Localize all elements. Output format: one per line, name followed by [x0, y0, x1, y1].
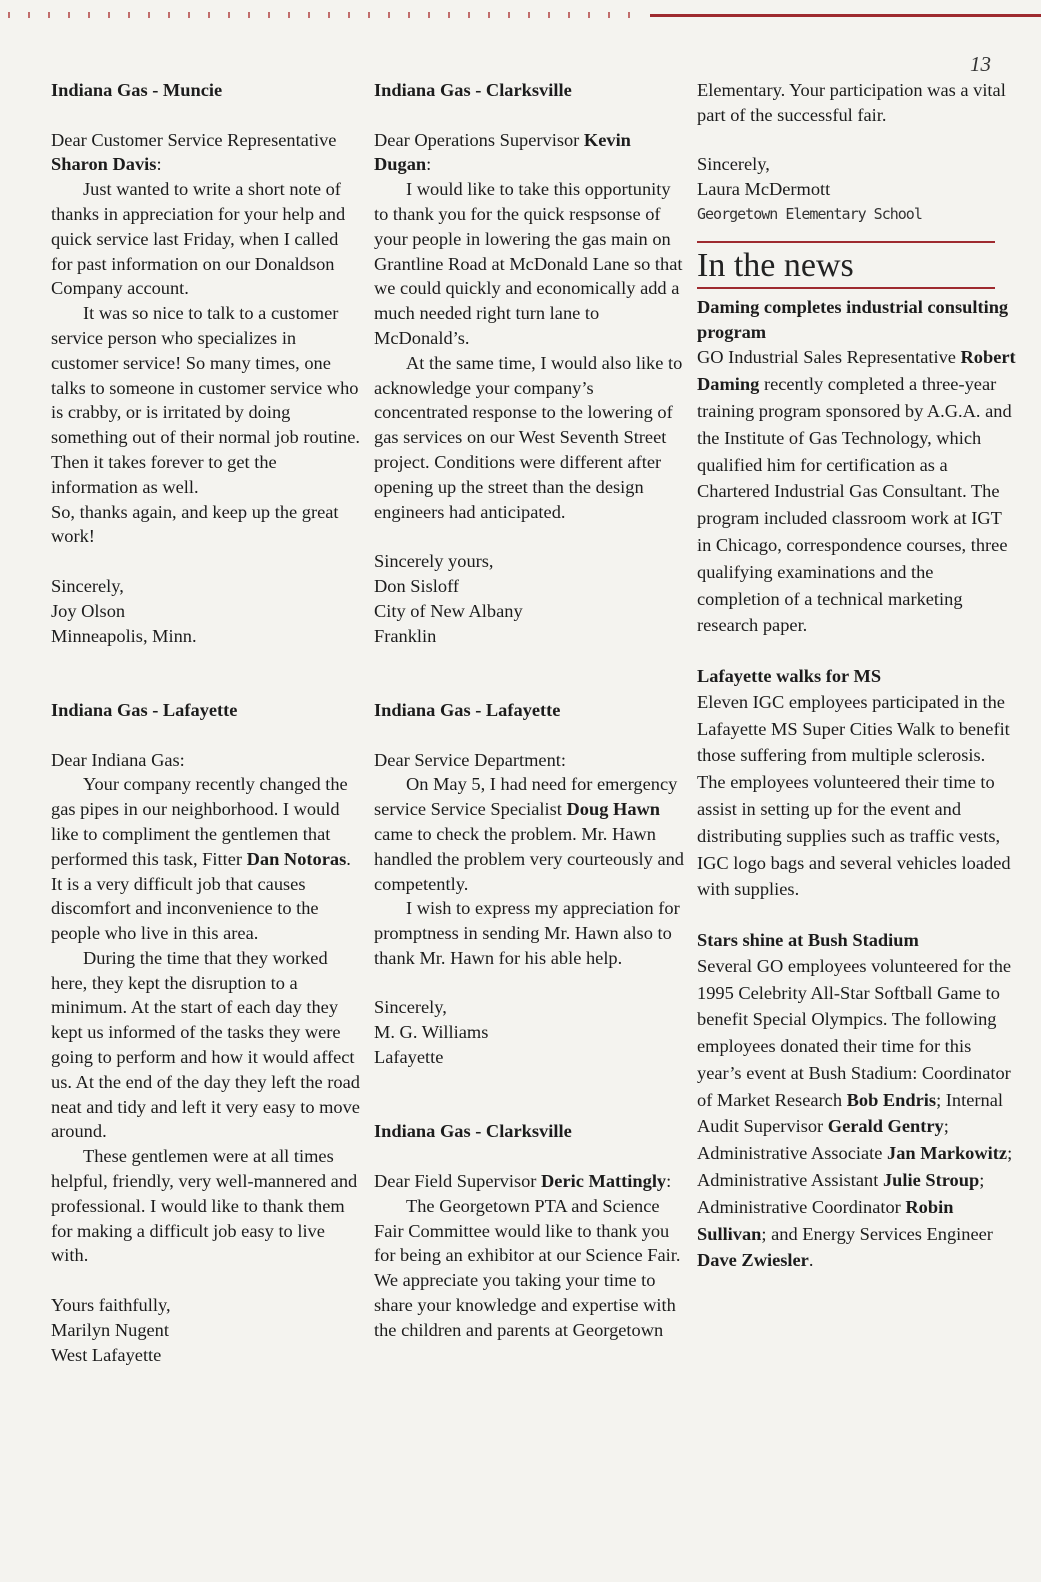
salutation-name: Kevin Dugan: [374, 129, 631, 175]
letter-closing: Sincerely yours,: [374, 551, 494, 572]
letter-heading: Indiana Gas - Clarksville: [374, 1121, 572, 1142]
letter-closing: Sincerely,: [51, 575, 124, 596]
letter-signer: Marilyn Nugent: [51, 1319, 169, 1340]
news-text: ; Administrative Assistant: [697, 1143, 1013, 1191]
salutation-colon: :: [426, 154, 432, 175]
salutation-name: Deric Mattingly: [541, 1171, 667, 1192]
salutation-name: Sharon Davis: [51, 154, 157, 175]
paragraph-text: On May 5, I had need for emergency service Service Specialist: [374, 774, 678, 820]
paragraph-text: Your company recently changed the gas pipes in our neighborhood. I would like to compliment the gentlemen that performed this task, Fitter: [51, 774, 348, 869]
column-1: [51, 78, 361, 1367]
news-text: GO Industrial Sales Representative: [697, 347, 961, 368]
column-3: [697, 78, 1017, 1274]
news-text: ; Administrative Coordinator: [697, 1170, 985, 1217]
letter-paragraph: So, thanks again, and keep up the great work!: [51, 501, 339, 547]
employee-name: Robert Daming: [697, 347, 1016, 395]
news-text: ; Administrative Associate: [697, 1116, 949, 1164]
letter-location: West Lafayette: [51, 1344, 162, 1365]
letter-location: Lafayette: [374, 1047, 444, 1068]
employee-name: Gerald Gentry: [827, 1116, 944, 1137]
letter-lafayette-2: [374, 698, 684, 1070]
employee-name: Doug Hawn: [566, 799, 661, 820]
letter-signer: M. G. Williams: [374, 1022, 489, 1043]
letter-location: Minneapolis, Minn.: [51, 625, 197, 646]
paragraph-text: . It is a very difficult job that causes discomfort and inconvenience to the people who live in this area.: [51, 848, 351, 944]
letter-signer: Laura McDermott: [697, 179, 831, 200]
employee-name: Dan Notoras: [246, 848, 347, 869]
letter-clarksville-2: [374, 1119, 684, 1342]
top-red-rule: [650, 14, 1041, 17]
letter-paragraph-continued: Elementary. Your participation was a vital part of the successful fair.: [697, 80, 1006, 125]
letter-paragraph: At the same time, I would also like to acknowledge your company’s concentrated response to the lowering of gas services on our West Seventh Street project. Conditions were different after opening up the street than the design engineers had anticipated.: [374, 352, 683, 522]
paragraph-text: came to check the problem. Mr. Hawn handled the problem very courteously and competently.: [374, 823, 684, 894]
salutation-colon: :: [666, 1171, 672, 1192]
letter-lafayette-1: [51, 698, 361, 1368]
letter-school: Georgetown Elementary School: [697, 204, 922, 223]
news-section-title: In the news: [697, 246, 854, 284]
letter-paragraph: These gentlemen were at all times helpful, friendly, very well-mannered and professional. I would like to thank them for making a difficult job easy to live with.: [51, 1146, 358, 1266]
news-text: .: [808, 1250, 814, 1271]
news-story-ms-walk: [697, 664, 1017, 903]
letter-paragraph: I wish to express my appreciation for promptness in sending Mr. Hawn also to thank Mr. Hawn for his able help.: [374, 898, 680, 968]
letter-paragraph: [51, 772, 361, 946]
salutation-text: Dear Field Supervisor: [374, 1171, 542, 1192]
salutation-text: Dear Operations Supervisor: [374, 129, 584, 150]
letter-clarksville-1: [374, 78, 684, 648]
letter-paragraph: I would like to take this opportunity to thank you for the quick respsonse of your people in lowering the gas main on Grantline Road at McDonald Lane so that we could quickly and economically add a much needed right turn lane to McDonald’s.: [374, 179, 683, 348]
news-text: ; Internal Audit Supervisor: [697, 1089, 1003, 1137]
letter-heading: Indiana Gas - Clarksville: [374, 80, 572, 100]
letter-paragraph: The Georgetown PTA and Science Fair Committee would like to thank you for being an exhibitor at our Science Fair. We appreciate you taking your time to share your knowledge and expertise with the children and parents at Georgetown: [374, 1195, 681, 1340]
top-tick-border: [8, 12, 648, 18]
news-headline: Stars shine at Bush Stadium: [697, 929, 919, 950]
letter-heading: Indiana Gas - Lafayette: [374, 699, 561, 720]
letter-salutation: [374, 128, 684, 178]
column-2: [374, 78, 684, 1343]
letter-heading: Indiana Gas - Lafayette: [51, 699, 238, 720]
letter-salutation: [374, 1169, 684, 1194]
news-rule-top: [697, 241, 995, 243]
news-story-daming: [697, 295, 1017, 639]
employee-name: Bob Endris: [846, 1089, 937, 1110]
salutation-text: Dear Customer Service Representative: [51, 129, 337, 150]
news-text: Several GO employees volunteered for the 1995 Celebrity All-Star Softball Game to benefit Special Olympics. The following employees donated their time for this year’s event at Bush Stadium: Coordinator of Market Research: [697, 955, 1012, 1110]
letter-organization: City of New Albany: [374, 600, 523, 621]
news-story-bush-stadium: [697, 928, 1017, 1274]
news-body: [697, 953, 1017, 1275]
salutation-colon: :: [156, 154, 162, 175]
employee-name: Julie Stroup: [882, 1170, 980, 1191]
news-text: ; and Energy Services Engineer: [761, 1223, 993, 1244]
news-rule-bottom: [697, 287, 995, 289]
news-body: Eleven IGC employees participated in the Lafayette MS Super Cities Walk to benefit those suffering from multiple sclerosis. The employees volunteered their time to assist in setting up for the event and distributing supplies such as traffic vests, IGC logo bags and several vehicles loaded with supplies.: [697, 691, 1011, 900]
news-text: recently completed a three-year training program sponsored by A.G.A. and the Institute of Gas Technology, which qualified him for certification as a Chartered Industrial Gas Consultant. The program included classroom work at IGT in Chicago, correspondence courses, three qualifying examinations and the completion of a technical marketing research paper.: [697, 374, 1012, 636]
letter-closing: Sincerely,: [697, 154, 770, 175]
letter-paragraph: It was so nice to talk to a customer service person who specializes in customer service! So many times, one talks to someone in customer service who is crabby, or is irritated by doing something out of their normal job routine. Then it takes forever to get the information as well.: [51, 303, 361, 497]
letter-salutation: [51, 128, 361, 178]
letter-closing: Yours faithfully,: [51, 1295, 171, 1316]
letter-signer: Don Sisloff: [374, 575, 459, 596]
employee-name: Dave Zwiesler: [697, 1250, 809, 1271]
letter-location: Franklin: [374, 625, 437, 646]
letter-muncie: [51, 78, 361, 648]
letter-paragraph: Just wanted to write a short note of thanks in appreciation for your help and quick service last Friday, when I called for past information on our Donaldson Company account.: [51, 179, 346, 299]
letter-closing: Sincerely,: [374, 997, 447, 1018]
news-body: [697, 344, 1017, 639]
letter-paragraph: During the time that they worked here, they kept the disruption to a minimum. At the start of each day they kept us informed of the tasks they were going to perform and how it would affect us. At the end of the day they left the road neat and tidy and left it very easy to move around.: [51, 947, 360, 1142]
letter-salutation: Dear Service Department:: [374, 749, 566, 770]
letter-heading: Indiana Gas - Muncie: [51, 80, 223, 100]
letter-signer: Joy Olson: [51, 600, 126, 621]
letter-paragraph: [374, 772, 684, 896]
letter-salutation: Dear Indiana Gas:: [51, 749, 185, 770]
news-headline: Daming completes industrial consulting program: [697, 296, 1009, 342]
employee-name: Jan Markowitz: [887, 1143, 1008, 1164]
employee-name: Robin Sullivan: [697, 1196, 954, 1244]
news-headline: Lafayette walks for MS: [697, 665, 882, 686]
page-number: 13: [970, 52, 991, 76]
